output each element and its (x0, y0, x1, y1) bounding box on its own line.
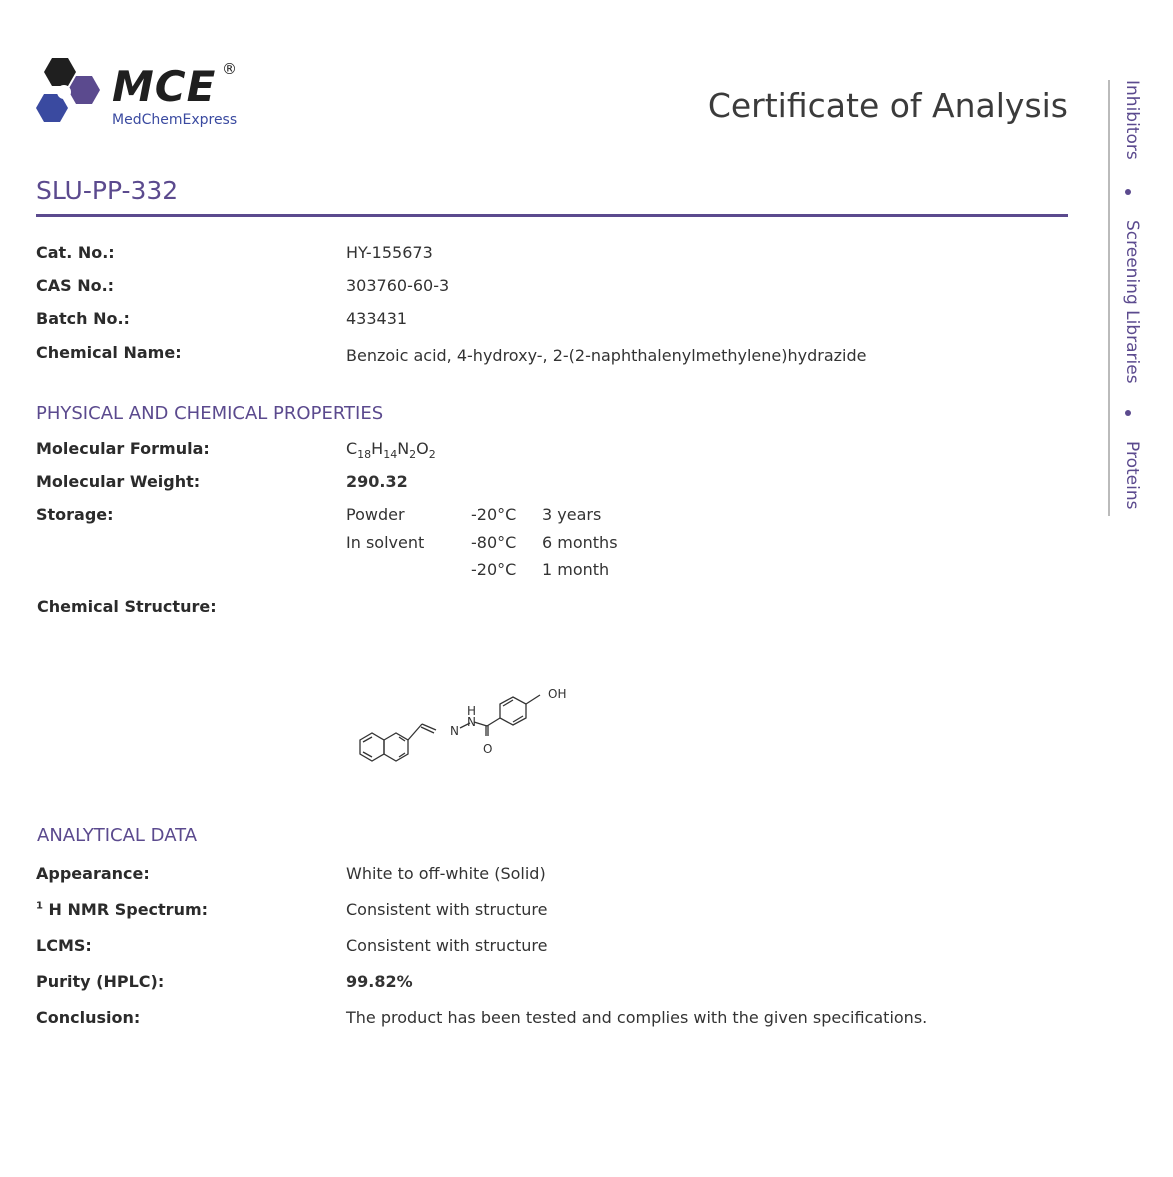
structure-atom-h: H (467, 704, 477, 718)
purity-value: 99.82% (346, 972, 413, 991)
logo-subtitle: MedChemExpress (112, 112, 238, 128)
analytical-heading: ANALYTICAL DATA (37, 825, 198, 846)
storage-time: 3 years (542, 505, 602, 524)
molecular-weight-label: Molecular Weight: (36, 472, 201, 491)
storage-form: Powder (346, 505, 405, 524)
title-divider (36, 214, 1068, 217)
cas-no-value: 303760-60-3 (346, 276, 450, 295)
storage-temp: -20°C (471, 560, 517, 579)
chemical-name-label: Chemical Name: (36, 343, 182, 362)
structure-atom-oh: OH (548, 687, 567, 701)
storage-temp: -20°C (471, 505, 517, 524)
purity-label: Purity (HPLC): (36, 972, 165, 991)
appearance-label: Appearance: (36, 864, 150, 883)
lcms-value: Consistent with structure (346, 936, 548, 955)
batch-no-value: 433431 (346, 309, 408, 328)
storage-time: 6 months (542, 533, 618, 552)
appearance-value: White to off-white (Solid) (346, 864, 546, 883)
sidebar-item-proteins[interactable]: Proteins (1122, 441, 1142, 510)
page-title: Certificate of Analysis (707, 86, 1068, 125)
chemical-structure-label: Chemical Structure: (37, 597, 217, 616)
nmr-label: $^1$ H NMR Spectrum: (36, 900, 209, 919)
conclusion-label: Conclusion: (36, 1008, 141, 1027)
sidebar-item-inhibitors[interactable]: Inhibitors (1122, 80, 1142, 160)
structure-atom-n: N (450, 724, 459, 738)
chemical-structure-image (350, 680, 580, 770)
product-name: SLU-PP-332 (36, 176, 179, 205)
storage-temp: -80°C (471, 533, 517, 552)
logo-wordmark: MCE (112, 62, 217, 111)
structure-atom-o: O (483, 742, 493, 756)
lcms-label: LCMS: (36, 936, 92, 955)
molecular-weight-value: 290.32 (346, 472, 408, 491)
sidebar-dot (1125, 189, 1131, 195)
properties-heading: PHYSICAL AND CHEMICAL PROPERTIES (36, 403, 384, 424)
cat-no-value: HY-155673 (346, 243, 433, 262)
storage-form: In solvent (346, 533, 425, 552)
molecular-formula-value: $C_{18}H_{14}N_2O_2$ (346, 439, 436, 462)
molecular-formula-label: Molecular Formula: (36, 439, 210, 458)
conclusion-value: The product has been tested and complies with the given specifications. (346, 1008, 928, 1027)
cat-no-label: Cat. No.: (36, 243, 115, 262)
batch-no-label: Batch No.: (36, 309, 130, 328)
storage-time: 1 month (542, 560, 610, 579)
nmr-value: Consistent with structure (346, 900, 548, 919)
registered-mark: ® (222, 60, 237, 78)
chemical-name-value: Benzoic acid, 4-hydroxy-, 2-(2-naphthalenylmethylene)hydrazide (346, 346, 867, 365)
sidebar-divider (1108, 80, 1110, 516)
storage-label: Storage: (36, 505, 114, 524)
cas-no-label: CAS No.: (36, 276, 115, 295)
sidebar-dot (1125, 410, 1131, 416)
structure-atom-n: N (467, 715, 476, 729)
sidebar-item-screening-libraries[interactable]: Screening Libraries (1122, 220, 1142, 384)
